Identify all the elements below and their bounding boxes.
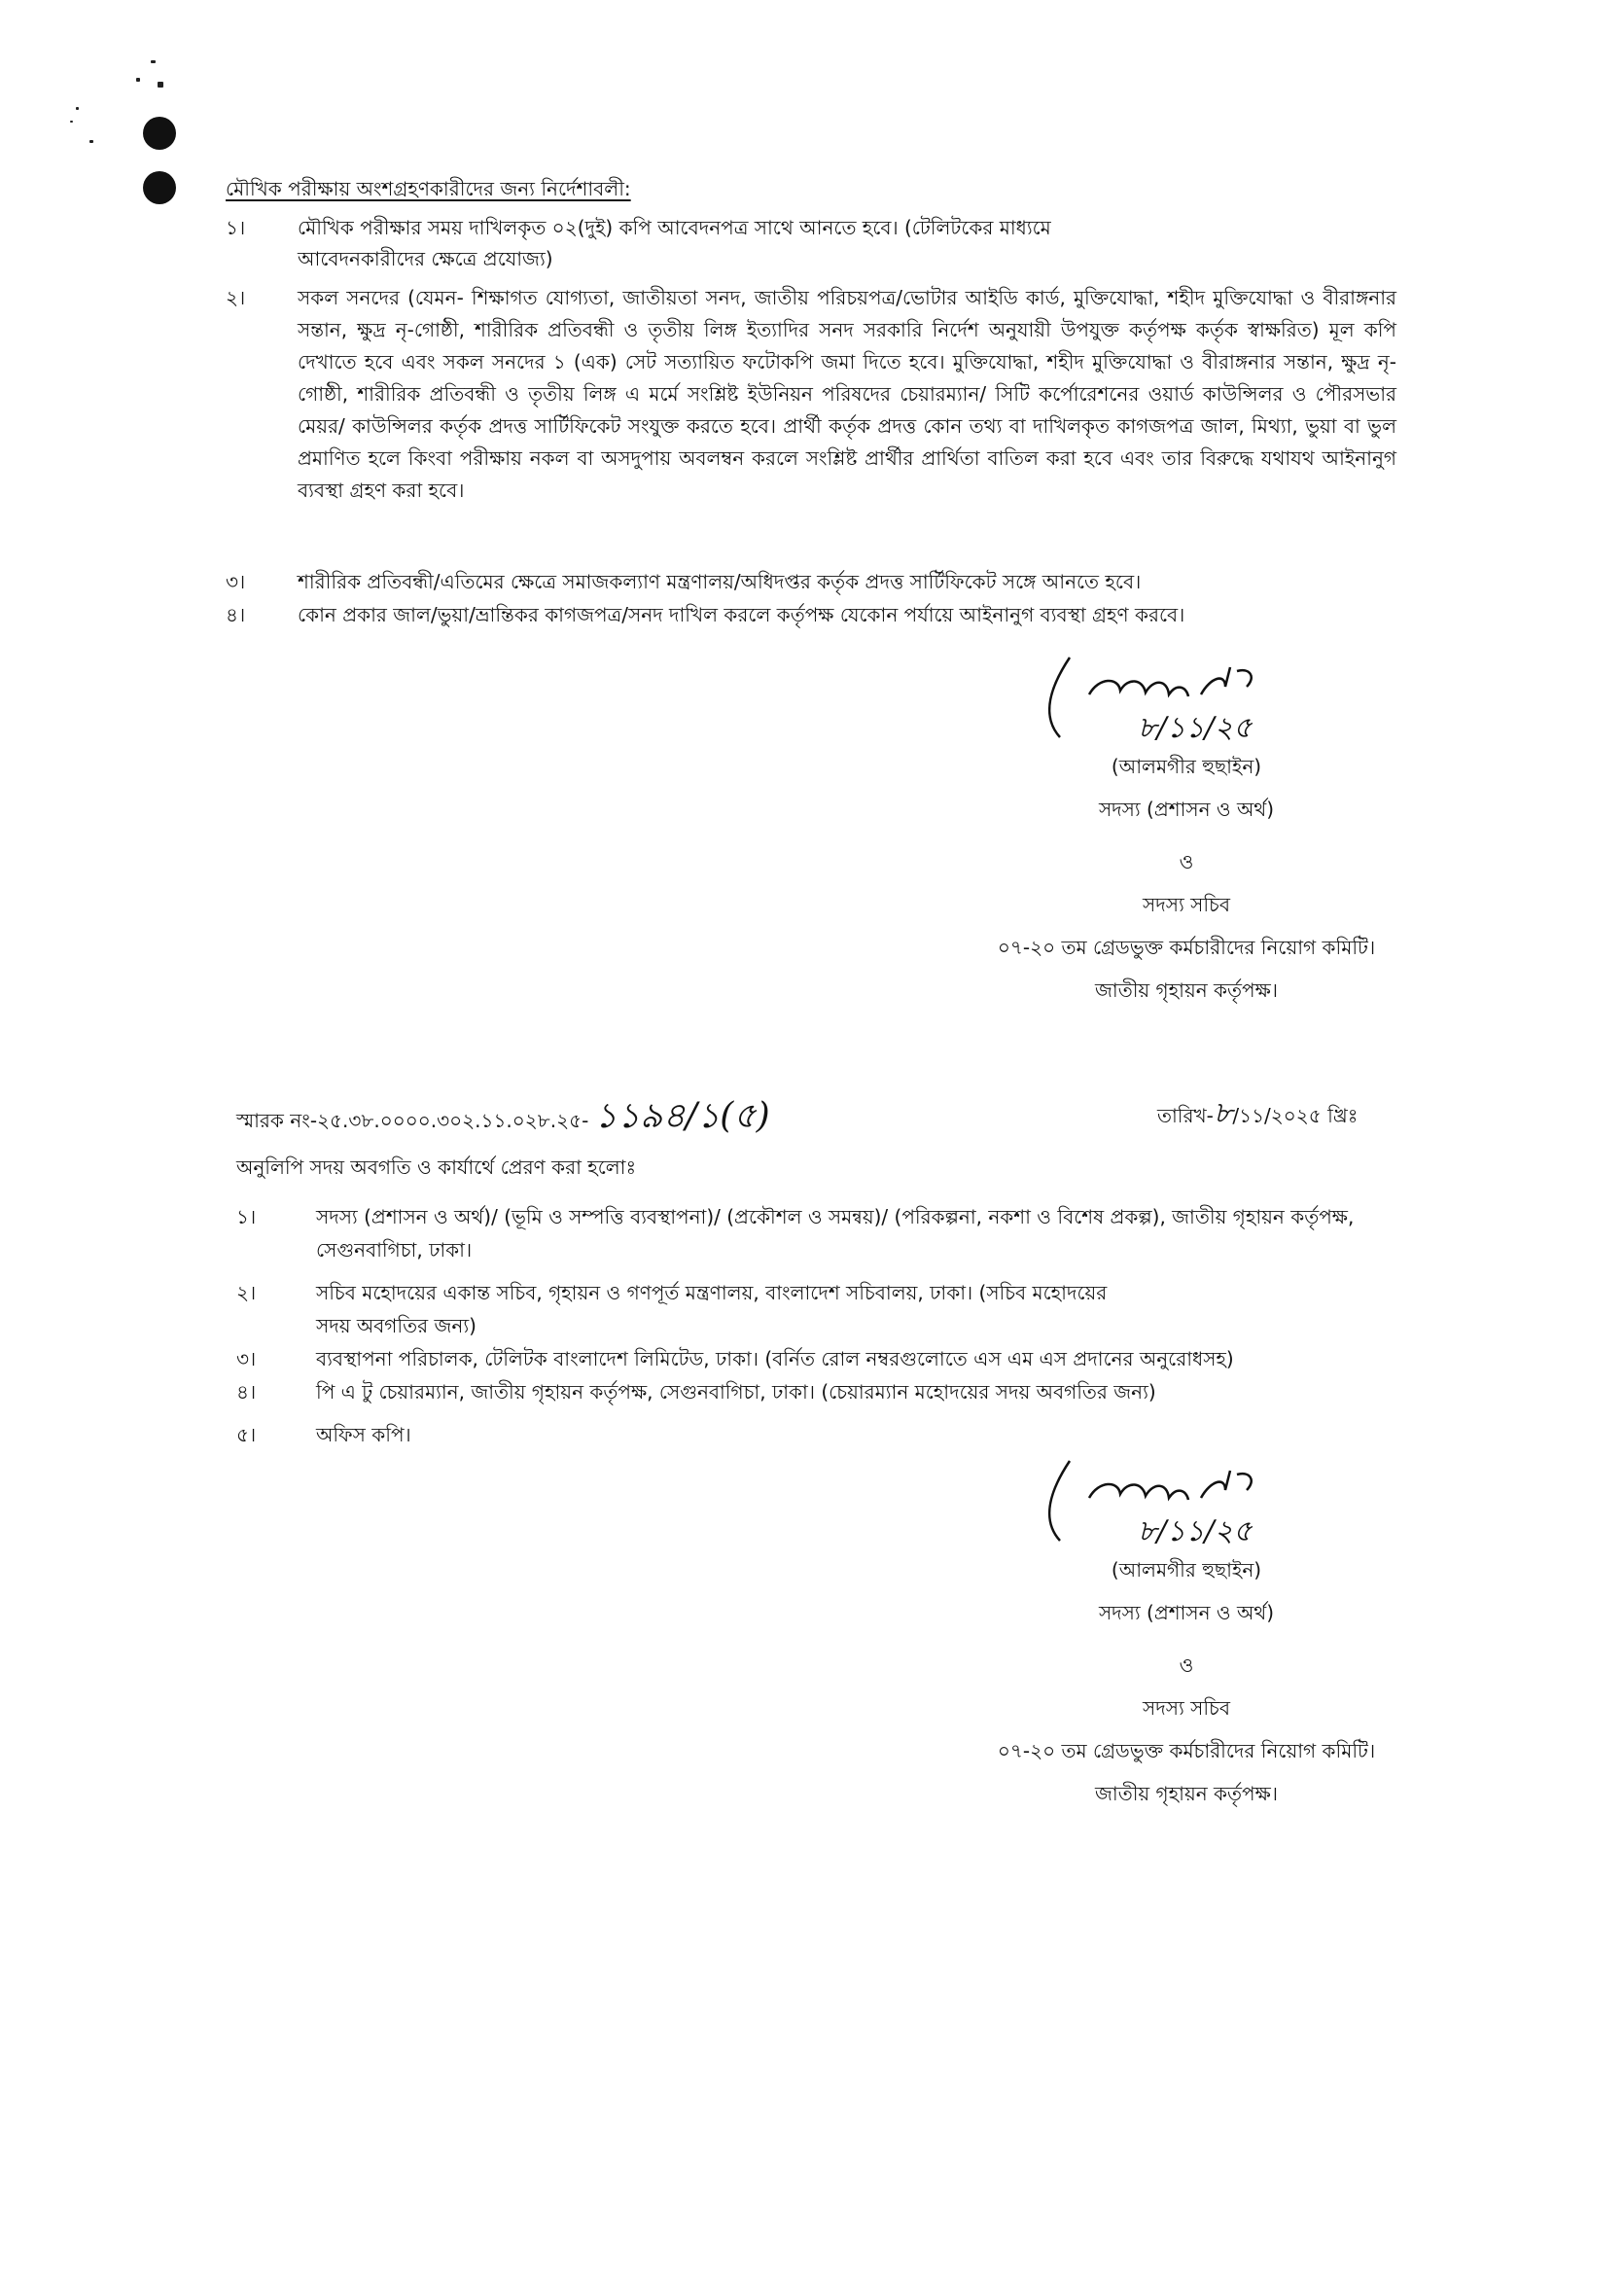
copies-intro: অনুলিপি সদয় অবগতি ও কার্যার্থে প্রেরণ করা হলোঃ bbox=[236, 1155, 637, 1179]
memo-date bbox=[1157, 1089, 1358, 1139]
instruction-text: শারীরিক প্রতিবন্ধী/এতিমের ক্ষেত্রে সমাজকল্যাণ মন্ত্রণালয়/অধিদপ্তর কর্তৃক প্রদত্ত সার্টিফিকেট সঙ্গে আনতে হবে। bbox=[298, 570, 1142, 593]
instruction-text: মৌখিক পরীক্ষার সময় দাখিলকৃত ০২(দুই) কপি আবেদনপত্র সাথে আনতে হবে। (টেলিটকের মাধ্যমে আবেদনকারীদের ক্ষেত্রে প্রযোজ্য) bbox=[298, 216, 1051, 270]
copy-number: ৪। bbox=[236, 1380, 257, 1404]
signature-date: ৮/১১/২৫ bbox=[1138, 1514, 1253, 1548]
signatory-role: সদস্য সচিব bbox=[1143, 893, 1230, 916]
instruction-text: সকল সনদের (যেমন- শিক্ষাগত যোগ্যতা, জাতীয়তা সনদ, জাতীয় পরিচয়পত্র/ভোটার আইডি কার্ড, মুক্তিযোদ্ধা, শহীদ মুক্তিযোদ্ধা ও বীরাঙ্গনার সন্তান, ক্ষুদ্র নৃ-গোষ্ঠী, শারীরিক প্রতিবন্ধী ও তৃতীয় লিঙ্গ ইত্যাদির সনদ সরকারি নির্দেশ অনুযায়ী উপযুক্ত কর্তৃপক্ষ কর্তৃক স্বাক্ষরিত) মূল কপি দেখাতে হবে এবং সকল সনদের ১ (এক) সেট সত্যায়িত ফটোকপি জমা দিতে হবে। মুক্তিযোদ্ধা, শহীদ মুক্তিযোদ্ধা ও বীরাঙ্গনার সন্তান, ক্ষুদ্র নৃ-গোষ্ঠী, শারীরিক প্রতিবন্ধী ও তৃতীয় লিঙ্গ এ মর্মে সংশ্লিষ্ট ইউনিয়ন পরিষদের চেয়ারম্যান/ সিটি কর্পোরেশনের ওয়ার্ড কাউন্সিলর ও পৌরসভার মেয়র/ কাউন্সিলর কর্তৃক প্রদত্ত সার্টিফিকেট সংযুক্ত করতে হবে। প্রার্থী কর্তৃক প্রদত্ত কোন তথ্য বা দাখিলকৃত কাগজপত্র জাল, মিথ্যা, ভুয়া বা ভুল প্রমাণিত হলে কিংবা পরীক্ষায় নকল বা অসদুপায় অবলম্বন করলে সংশ্লিষ্ট প্রার্থীর প্রার্থিতা বাতিল করা হবে এবং তার বিরুদ্ধে যথাযথ আইনানুগ ব্যবস্থা গ্রহণ করা হবে। bbox=[298, 286, 1396, 502]
copy-text: ব্যবস্থাপনা পরিচালক, টেলিটক বাংলাদেশ লিমিটেড, ঢাকা। (বর্নিত রোল নম্বরগুলোতে এস এম এস প্রদানের অনুরোধসহ) bbox=[316, 1347, 1234, 1370]
punch-hole-bottom bbox=[143, 171, 176, 204]
instruction-number: ১। bbox=[226, 216, 246, 239]
memo-handwritten-number: ১১৯৪/১(৫) bbox=[594, 1096, 770, 1136]
office-name: জাতীয় গৃহায়ন কর্তৃপক্ষ। bbox=[1095, 978, 1278, 1002]
signature-block bbox=[846, 1451, 1527, 1815]
punch-hole-top bbox=[143, 117, 176, 150]
signature-block bbox=[846, 648, 1527, 1012]
scan-speck bbox=[70, 121, 73, 123]
signatory-conjunction: ও bbox=[1179, 850, 1194, 873]
instruction-number: ৪। bbox=[226, 603, 246, 626]
scan-speck bbox=[89, 140, 93, 143]
instruction-number: ২। bbox=[226, 286, 246, 309]
signatory-conjunction: ও bbox=[1179, 1653, 1194, 1677]
scan-speck bbox=[136, 78, 140, 82]
instructions-heading: মৌখিক পরীক্ষায় অংশগ্রহণকারীদের জন্য নির্দেশাবলী: bbox=[226, 177, 631, 200]
memo-prefix: স্মারক নং-২৫.৩৮.০০০০.৩০২.১১.০২৮.২৫- bbox=[236, 1109, 589, 1132]
memo-number bbox=[236, 1089, 770, 1148]
committee-name: ০৭-২০ তম গ্রেডভুক্ত কর্মচারীদের নিয়োগ কমিটি। bbox=[997, 936, 1376, 959]
instruction-number: ৩। bbox=[226, 570, 246, 593]
signatory-designation: সদস্য (প্রশাসন ও অর্থ) bbox=[1098, 798, 1275, 821]
signatory-role: সদস্য সচিব bbox=[1143, 1696, 1230, 1720]
signatory-designation: সদস্য (প্রশাসন ও অর্থ) bbox=[1098, 1601, 1275, 1624]
date-label: তারিখ- bbox=[1157, 1104, 1214, 1127]
copy-text: সদস্য (প্রশাসন ও অর্থ)/ (ভূমি ও সম্পত্তি ব্যবস্থাপনা)/ (প্রকৌশল ও সমন্বয়)/ (পরিকল্পনা, নকশা ও বিশেষ প্রকল্প), জাতীয় গৃহায়ন কর্তৃপক্ষ, সেগুনবাগিচা, ঢাকা। bbox=[316, 1205, 1355, 1262]
signature-date: ৮/১১/২৫ bbox=[1138, 711, 1253, 745]
copy-number: ১। bbox=[236, 1205, 257, 1228]
scan-speck bbox=[158, 82, 163, 88]
committee-name: ০৭-২০ তম গ্রেডভুক্ত কর্মচারীদের নিয়োগ কমিটি। bbox=[997, 1739, 1376, 1762]
copy-text: পি এ টু চেয়ারম্যান, জাতীয় গৃহায়ন কর্তৃপক্ষ, সেগুনবাগিচা, ঢাকা। (চেয়ারম্যান মহোদয়ের সদয় অবগতির জন্য) bbox=[316, 1380, 1156, 1404]
handwritten-signature bbox=[1031, 1451, 1342, 1548]
date-handwritten-day: ৮ bbox=[1213, 1096, 1233, 1130]
handwritten-signature bbox=[1031, 648, 1342, 745]
copy-number: ৫। bbox=[236, 1423, 257, 1446]
date-rest: /১১/২০২৫ খ্রিঃ bbox=[1232, 1104, 1359, 1127]
signatory-name: (আলমগীর হুছাইন) bbox=[1111, 755, 1262, 778]
copy-number: ২। bbox=[236, 1281, 257, 1304]
scan-speck bbox=[76, 107, 79, 110]
office-name: জাতীয় গৃহায়ন কর্তৃপক্ষ। bbox=[1095, 1782, 1278, 1805]
scan-speck bbox=[151, 60, 156, 63]
signatory-name: (আলমগীর হুছাইন) bbox=[1111, 1558, 1262, 1582]
instruction-text: কোন প্রকার জাল/ভুয়া/ভ্রান্তিকর কাগজপত্র/সনদ দাখিল করলে কর্তৃপক্ষ যেকোন পর্যায়ে আইনানুগ ব্যবস্থা গ্রহণ করবে। bbox=[298, 603, 1185, 626]
copy-text: সচিব মহোদয়ের একান্ত সচিব, গৃহায়ন ও গণপূর্ত মন্ত্রণালয়, বাংলাদেশ সচিবালয়, ঢাকা। (সচিব মহোদয়ের সদয় অবগতির জন্য) bbox=[316, 1281, 1108, 1337]
copy-text: অফিস কপি। bbox=[316, 1423, 411, 1446]
copy-number: ৩। bbox=[236, 1347, 257, 1370]
